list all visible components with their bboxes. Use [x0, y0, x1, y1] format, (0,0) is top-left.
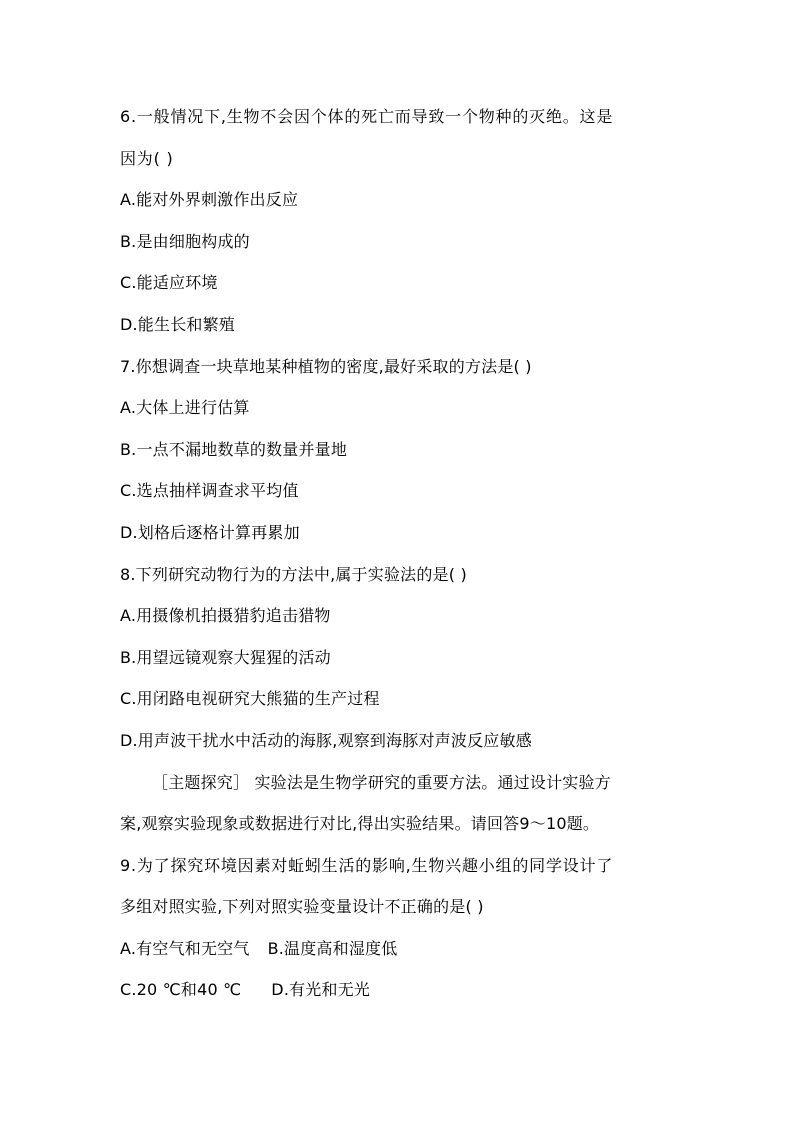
question-9-stem-line-2: 多组对照实验,下列对照实验变量设计不正确的是( )	[120, 897, 484, 917]
question-6-option-d: D.能生长和繁殖	[120, 314, 236, 334]
question-9-options-row-1	[120, 928, 680, 970]
document-content	[120, 96, 680, 1011]
question-6-stem-line-2: 因为( )	[120, 148, 174, 168]
question-7-option-b: B.一点不漏地数草的数量并量地	[120, 439, 348, 459]
question-8-option-b: B.用望远镜观察大猩猩的活动	[120, 647, 331, 667]
question-7-option-c: C.选点抽样调查求平均值	[120, 481, 299, 501]
question-8-option-d: D.用声波干扰水中活动的海豚,观察到海豚对声波反应敏感	[120, 730, 532, 750]
question-7-option-d: D.划格后逐格计算再累加	[120, 522, 300, 542]
theme-paragraph-line-1: ［主题探究］ 实验法是生物学研究的重要方法。通过设计实验方	[152, 772, 611, 792]
question-8-option-a: A.用摄像机拍摄猎豹追击猎物	[120, 606, 331, 626]
question-6-stem-line-1: 6.一般情况下,生物不会因个体的死亡而导致一个物种的灭绝。这是	[120, 107, 614, 126]
question-6-option-b: B.是由细胞构成的	[120, 231, 250, 251]
question-9-stem-line-1: 9.为了探究环境因素对蚯蚓生活的影响,生物兴趣小组的同学设计了	[120, 855, 614, 875]
question-9-option-d: D.有光和无光	[271, 980, 371, 1000]
question-8-option-c: C.用闭路电视研究大熊猫的生产过程	[120, 689, 380, 709]
question-7-option-a: A.大体上进行估算	[120, 398, 250, 418]
theme-paragraph-line-2: 案,观察实验现象或数据进行对比,得出实验结果。请回答9～10题。	[120, 814, 600, 834]
question-9-option-a: A.有空气和无空气	[120, 938, 250, 958]
question-7-stem: 7.你想调查一块草地某种植物的密度,最好采取的方法是( )	[120, 356, 532, 376]
question-9-option-b: B.温度高和湿度低	[267, 938, 398, 958]
question-6-option-a: A.能对外界刺激作出反应	[120, 190, 299, 210]
question-8-stem: 8.下列研究动物行为的方法中,属于实验法的是( )	[120, 564, 467, 584]
question-9-option-c: C.20 ℃和40 ℃	[120, 980, 242, 1000]
question-9-options-row-2	[120, 969, 680, 1011]
question-6-option-c: C.能适应环境	[120, 273, 218, 293]
